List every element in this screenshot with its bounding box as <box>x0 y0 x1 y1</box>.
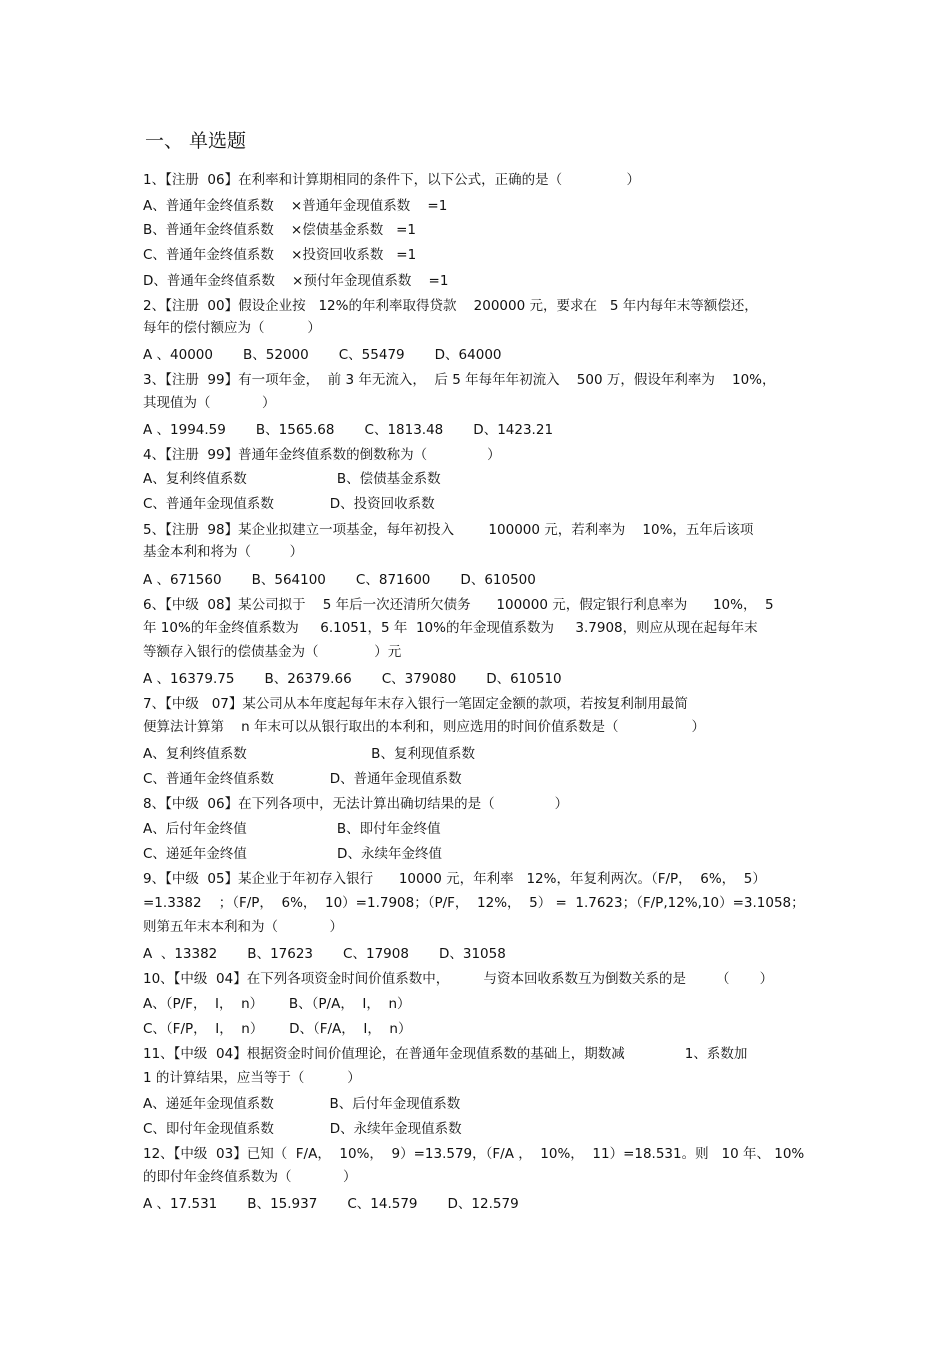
question-line: 其现值为（ ） <box>143 395 276 411</box>
option-line: A、递延年金现值系数 B、后付年金现值系数 <box>143 1096 461 1112</box>
option-line: C、普通年金终值系数 D、普通年金现值系数 <box>143 771 462 787</box>
section-title: 一、 单选题 <box>145 130 247 152</box>
option-line: D、普通年金终值系数 ×预付年金现值系数 =1 <box>143 273 449 289</box>
question-line: 等额存入银行的偿债基金为（ ）元 <box>143 644 402 660</box>
question-line: 年 10%的年金终值系数为 6.1051，5 年 10%的年金现值系数为 3.7908，则应从现在起每年末 <box>143 620 758 636</box>
question-line: 12、【中级 03】已知（ F/A， 10%， 9）=13.579，（F/A ， 10%， 11）=18.531。则 10 年、 10% <box>143 1146 805 1162</box>
question-line: 3、【注册 99】有一项年金， 前 3 年无流入， 后 5 年每年年初流入 500 万，假设年利率为 10%， <box>143 372 776 388</box>
question-line: 1 的计算结果，应当等于（ ） <box>143 1070 361 1086</box>
option-line: C、递延年金终值 D、永续年金终值 <box>143 846 442 862</box>
question-line: 4、【注册 99】普通年金终值系数的倒数称为（ ） <box>143 447 501 463</box>
question-line: 8、【中级 06】在下列各项中，无法计算出确切结果的是（ ） <box>143 796 569 812</box>
question-line: 6、【中级 08】某公司拟于 5 年后一次还清所欠债务 100000 元，假定银行利息率为 10%， 5 <box>143 597 774 613</box>
question-line: 11、【中级 04】根据资金时间价值理论，在普通年金现值系数的基础上，期数减 1、系数加 <box>143 1046 748 1062</box>
option-line: A 、40000 B、52000 C、55479 D、64000 <box>143 347 502 363</box>
question-line: 每年的偿付额应为（ ） <box>143 320 321 336</box>
option-line: A 、13382 B、17623 C、17908 D、31058 <box>143 946 506 962</box>
option-line: C、即付年金现值系数 D、永续年金现值系数 <box>143 1121 462 1137</box>
option-line: A、（P/F， I， n） B、（P/A， I， n） <box>143 996 411 1012</box>
option-line: C、（F/P， I， n） D、（F/A， I， n） <box>143 1021 412 1037</box>
option-line: C、普通年金现值系数 D、投资回收系数 <box>143 496 435 512</box>
option-line: B、普通年金终值系数 ×偿债基金系数 =1 <box>143 222 417 238</box>
question-line: 9、【中级 05】某企业于年初存入银行 10000 元，年利率 12%，年复利两次。（F/P， 6%， 5） <box>143 871 766 887</box>
option-line: A、后付年金终值 B、即付年金终值 <box>143 821 441 837</box>
question-line: 便算法计算第 n 年末可以从银行取出的本利和，则应选用的时间价值系数是（ ） <box>143 719 705 735</box>
option-line: A 、671560 B、564100 C、871600 D、610500 <box>143 572 536 588</box>
question-line: 基金本利和将为（ ） <box>143 544 304 560</box>
question-line: 的即付年金终值系数为（ ） <box>143 1169 357 1185</box>
question-line: 7、【中级 07】某公司从本年度起每年末存入银行一笔固定金额的款项，若按复利制用最简 <box>143 696 688 712</box>
option-line: A、普通年金终值系数 ×普通年金现值系数 =1 <box>143 198 448 214</box>
option-line: A、复利终值系数 B、复利现值系数 <box>143 746 475 762</box>
option-line: C、普通年金终值系数 ×投资回收系数 =1 <box>143 247 417 263</box>
option-line: A 、1994.59 B、1565.68 C、1813.48 D、1423.21 <box>143 422 554 438</box>
question-line: 5、【注册 98】某企业拟建立一项基金，每年初投入 100000 元，若利率为 10%，五年后该项 <box>143 522 754 538</box>
question-line: 则第五年末本利和为（ ） <box>143 919 343 935</box>
option-line: A、复利终值系数 B、偿债基金系数 <box>143 471 441 487</box>
question-line: 2、【注册 00】假设企业按 12%的年利率取得贷款 200000 元，要求在 5 年内每年末等额偿还， <box>143 298 758 314</box>
question-line: =1.3382 ；（F/P， 6%， 10）=1.7908；（P/F， 12%， 5） = 1.7623；（F/P,12%,10）=3.1058； <box>143 895 805 911</box>
option-line: A 、17.531 B、15.937 C、14.579 D、12.579 <box>143 1196 519 1212</box>
option-line: A 、16379.75 B、26379.66 C、379080 D、610510 <box>143 671 562 687</box>
question-line: 1、【注册 06】在利率和计算期相同的条件下，以下公式，正确的是（ ） <box>143 172 640 188</box>
question-line: 10、【中级 04】在下列各项资金时间价值系数中， 与资本回收系数互为倒数关系的是 （ ） <box>143 971 774 987</box>
